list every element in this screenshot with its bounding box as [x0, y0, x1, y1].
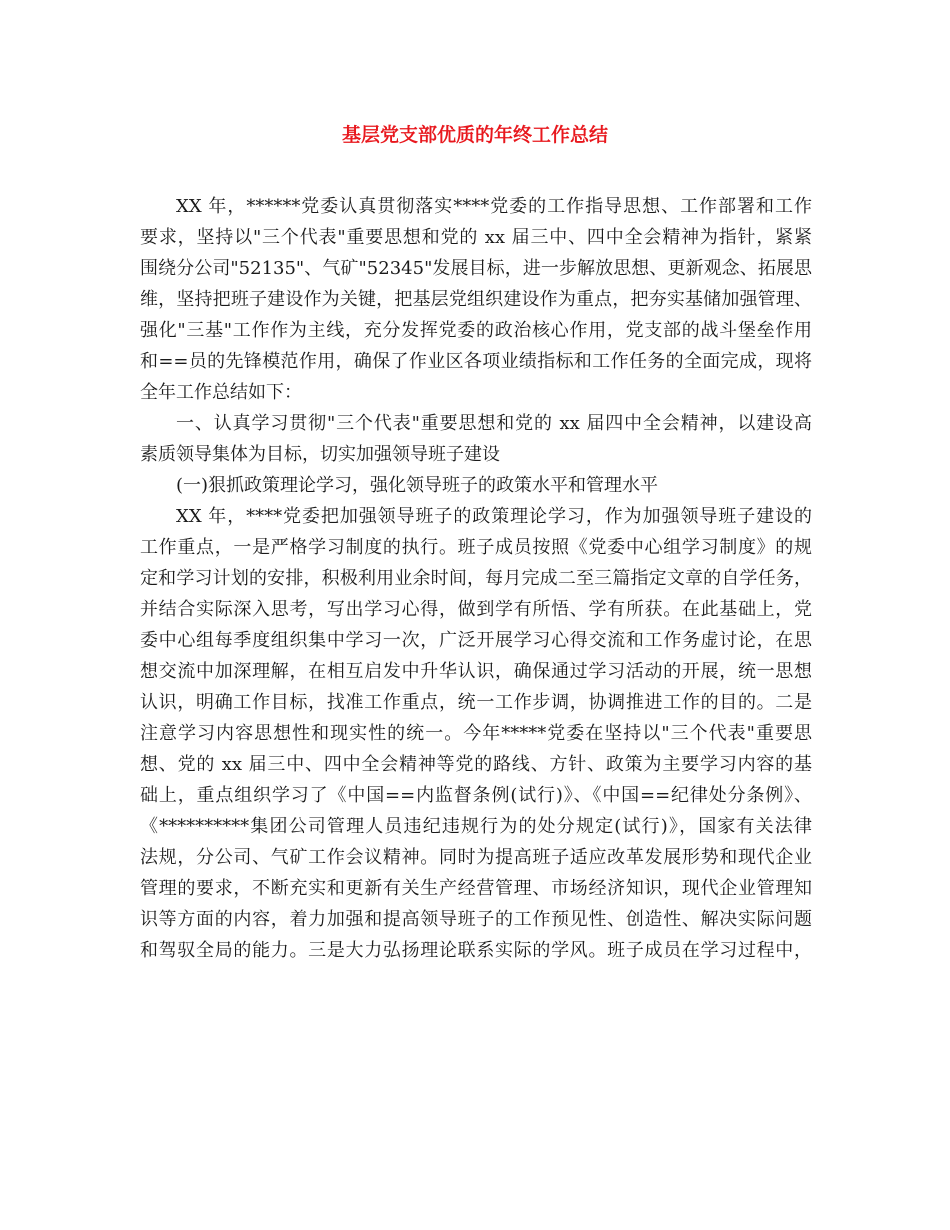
paragraph-line: 要求，坚持以"三个代表"重要思想和党的 xx 届三中、四中全会精神为指针，紧紧 [140, 227, 812, 248]
document-title: 基层党支部优质的年终工作总结 [341, 124, 608, 146]
paragraph-line: 维，坚持把班子建设作为关键，把基层党组织建设作为重点，把夯实基储加强管理、 [140, 289, 812, 310]
document-body [140, 191, 812, 966]
paragraph-line: 围绕分公司"52135"、气矿"52345"发展目标，进一步解放思想、更新观念、拓展思 [140, 258, 812, 279]
paragraph-line: 管理的要求，不断充实和更新有关生产经营管理、市场经济知识，现代企业管理知 [140, 878, 812, 899]
section-heading-line: 一、认真学习贯彻"三个代表"重要思想和党的 xx 届四中全会精神，以建设高 [176, 413, 812, 434]
paragraph-line: 委中心组每季度组织集中学习一次，广泛开展学习心得交流和工作务虚讨论，在思 [140, 630, 812, 651]
paragraph-line: 识等方面的内容，着力加强和提高领导班子的工作预见性、创造性、解决实际问题 [140, 909, 812, 930]
paragraph-line: 强化"三基"工作作为主线，充分发挥党委的政治核心作用，党支部的战斗堡垒作用 [140, 320, 812, 341]
section-heading-line: 素质领导集体为目标，切实加强领导班子建设 [140, 444, 500, 465]
paragraph-line: 础上，重点组织学习了《中国==内监督条例(试行)》、《中国==纪律处分条例》、 [140, 785, 812, 806]
paragraph-line: 和==员的先锋模范作用，确保了作业区各项业绩指标和工作任务的全面完成，现将 [140, 351, 812, 372]
paragraph-line: 工作重点，一是严格学习制度的执行。班子成员按照《党委中心组学习制度》的规 [140, 537, 812, 558]
paragraph-line: 和驾驭全局的能力。三是大力弘扬理论联系实际的学风。班子成员在学习过程中， [140, 940, 812, 961]
paragraph-line: 定和学习计划的安排，积极利用业余时间，每月完成二至三篇指定文章的自学任务， [140, 568, 812, 589]
paragraph-line: XX 年，******党委认真贯彻落实****党委的工作指导思想、工作部署和工作 [176, 196, 812, 217]
paragraph-line: 注意学习内容思想性和现实性的统一。今年*****党委在坚持以"三个代表"重要思 [140, 723, 812, 744]
paragraph-line: 《**********集团公司管理人员违纪违规行为的处分规定(试行)》，国家有关法律 [140, 816, 812, 837]
paragraph-line: 想交流中加深理解，在相互启发中升华认识，确保通过学习活动的开展，统一思想 [140, 661, 812, 682]
paragraph-line: 并结合实际深入思考，写出学习心得，做到学有所悟、学有所获。在此基础上，党 [140, 599, 812, 620]
subsection-heading: (一)狠抓政策理论学习，强化领导班子的政策水平和管理水平 [176, 475, 659, 496]
paragraph-line: 法规，分公司、气矿工作会议精神。同时为提高班子适应改革发展形势和现代企业 [140, 847, 812, 868]
paragraph-line: 认识，明确工作目标，找准工作重点，统一工作步调，协调推进工作的目的。二是 [140, 692, 812, 713]
paragraph-line: XX 年，****党委把加强领导班子的政策理论学习，作为加强领导班子建设的 [176, 506, 812, 527]
paragraph-line: 想、党的 xx 届三中、四中全会精神等党的路线、方针、政策为主要学习内容的基 [140, 754, 812, 775]
paragraph-line: 全年工作总结如下： [140, 382, 302, 403]
